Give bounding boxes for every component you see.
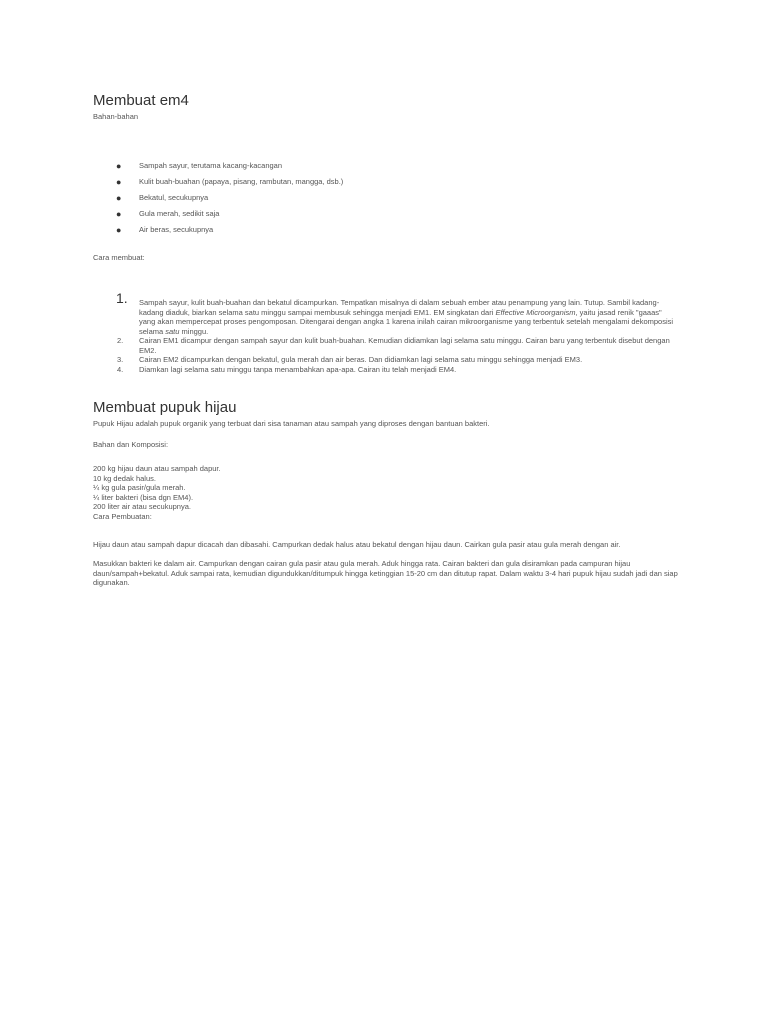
step-item: 3. Cairan EM2 dicampurkan dengan bekatul, gula merah dan air beras. Dan didiamkan lagi selama satu minggu sehingga menjadi EM3. (117, 355, 583, 364)
step-number: 2. (117, 336, 124, 345)
composition-label: Bahan dan Komposisi: (93, 440, 169, 449)
method-label-2: Cara Pembuatan: (93, 511, 152, 521)
step-number: 4. (117, 364, 124, 374)
method-label: Cara membuat: (93, 253, 145, 262)
section-title-pupuk-hijau: Membuat pupuk hijau (93, 399, 237, 416)
list-item: ● Bekatul, secukupnya (115, 190, 343, 206)
list-item: ● Gula merah, sedikit saja (115, 206, 343, 222)
bullet-icon: ● (116, 225, 122, 235)
ingredients-list (115, 158, 343, 238)
section-title-em4: Membuat em4 (93, 92, 189, 109)
bullet-icon: ● (116, 161, 122, 171)
composition-list (93, 464, 678, 521)
list-item: ● Sampah sayur, terutama kacang-kacangan (115, 158, 343, 174)
bullet-icon: ● (116, 193, 122, 203)
list-item: 10 kg dedak halus. (93, 473, 156, 483)
step-number: 1. (116, 290, 128, 306)
list-item: ● Air beras, secukupnya (115, 222, 343, 238)
list-item: ¼ liter bakteri (bisa dgn EM4). (93, 492, 194, 502)
method-paragraph-1: Hijau daun atau sampah dapur dicacah dan dibasahi. Campurkan dedak halus atau bekatul dengan hijau daun. Cairkan gula pasir atau gula merah dengan air. (93, 540, 621, 549)
bullet-icon: ● (116, 177, 122, 187)
bullet-icon: ● (116, 209, 122, 219)
list-item: 200 liter air atau secukupnya. (93, 502, 191, 511)
method-paragraph-2: Masukkan bakteri ke dalam air. Campurkan dengan cairan gula pasir atau gula merah. Aduk hingga rata. Cairan bakteri dan gula disiramkan pada campuran hijau daun/sampah+bekatul. Aduk sampai rata, kemudian digundukkan/ditumpuk hingga ketinggian 15-20 cm dan ditutup rapat. Dalam waktu 3-4 hari pupuk hijau sudah jadi dan siap digunakan. (93, 559, 678, 587)
step-item: 2. Cairan EM1 dicampur dengan sampah sayur dan kulit buah-buahan. Kemudian didiamkan lagi selama satu minggu. Cairan baru yang terbentuk disebut dengan EM2. (117, 336, 670, 355)
step-item: 4. Diamkan lagi selama satu minggu tanpa menambahkan apa-apa. Cairan itu telah menjadi EM4. (117, 364, 457, 374)
list-item: 200 kg hijau daun atau sampah dapur. (93, 464, 221, 473)
list-item: ● Kulit buah-buahan (papaya, pisang, rambutan, mangga, dsb.) (115, 174, 343, 190)
step-number: 3. (117, 355, 124, 364)
intro-paragraph: Pupuk Hijau adalah pupuk organik yang terbuat dari sisa tanaman atau sampah yang diproses dengan bantuan bakteri. (93, 419, 490, 428)
step-item: 1. Sampah sayur, kulit buah-buahan dan bekatul dicampurkan. Tempatkan misalnya di dalam sebuah ember atau penampung yang lain. Tutup. Sambil kadang-kadang diaduk, biarkan selama satu minggu sampai membusuk sehingga menjadi EM1. EM singkatan dari Effective Microorganism, yaitu jasad renik "gaaas" yang akan mempercepat proses pengomposan. Ditengarai dengan angka 1 karena inilah cairan mikroorganisme yang terbentuk setelah mengalami dekomposisi selama satu minggu. (116, 290, 674, 336)
list-item: ¼ kg gula pasir/gula merah. (93, 483, 186, 492)
steps-list (113, 290, 678, 374)
ingredients-subtitle: Bahan-bahan (93, 112, 139, 121)
